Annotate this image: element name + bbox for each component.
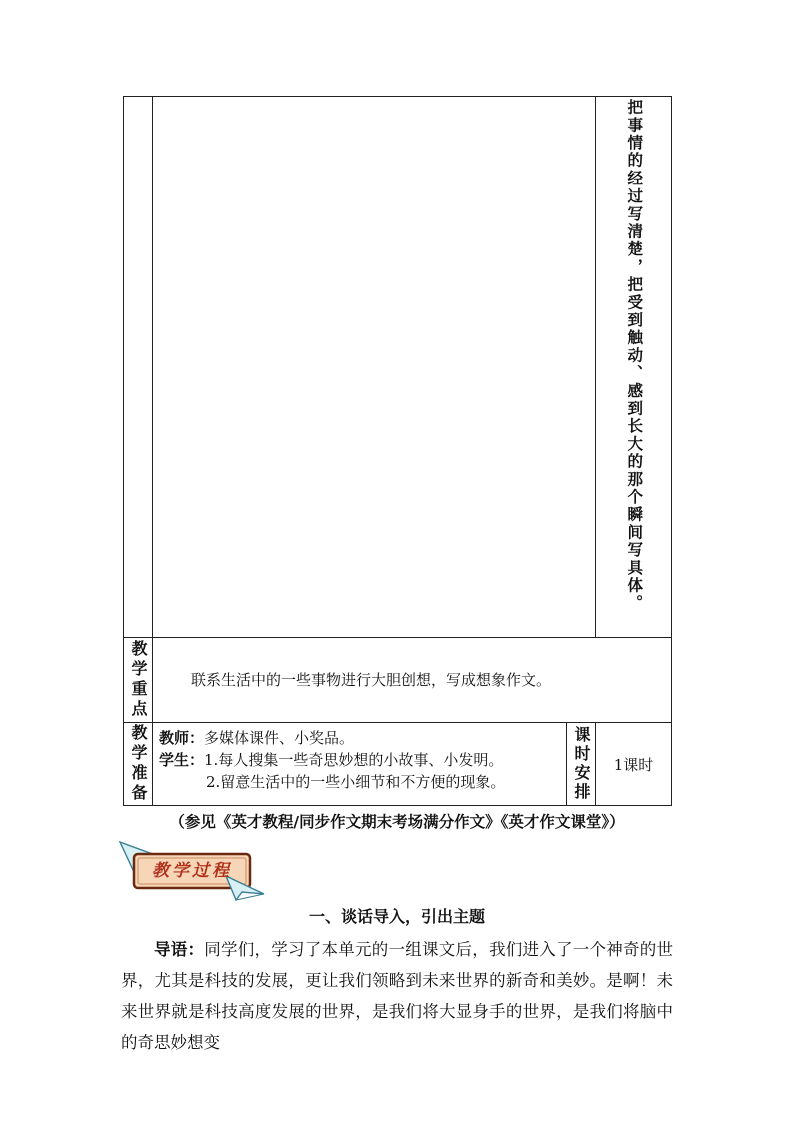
- schedule-label-cell: [567, 723, 596, 806]
- banner-text: 教学过程: [152, 861, 232, 881]
- preparation-row: [124, 723, 672, 806]
- schedule-label: 课时安排: [572, 726, 591, 802]
- preparation-label: 教学准备: [129, 724, 148, 804]
- intro-paragraph: [121, 934, 673, 1058]
- intro-text: 同学们，学习了本单元的一组课文后，我们进入了一个神奇的世界，尤其是科技的发展，更让我们领略到未来世界的新奇和美妙。是啊！未来世界就是科技高度发展的世界，是我们将大显身手的世界，是我们将脑中的奇思妙想变: [121, 940, 673, 1052]
- key-point-text-cell: [153, 638, 672, 723]
- key-point-text: 联系生活中的一些事物进行大胆创想，写成想象作文。: [191, 671, 552, 689]
- student-line: [159, 749, 560, 771]
- lesson-plan-table: [123, 96, 672, 806]
- reference-note: （参见《英才教程/同步作文期末考场满分作文》《英才作文课堂》）: [169, 813, 625, 831]
- key-point-label-cell: [124, 638, 153, 723]
- teacher-label: 教师：: [159, 729, 205, 747]
- goal-blank-cell: [153, 97, 596, 638]
- schedule-value: 1课时: [596, 723, 672, 806]
- teacher-line: [159, 727, 560, 749]
- goal-text: 把事情的经过写清楚，把受到触动、感到长大的那个瞬间写具体。: [625, 99, 644, 613]
- key-point-row: [124, 638, 672, 723]
- teaching-process-banner: [118, 836, 268, 902]
- goal-label-cell: [124, 97, 153, 638]
- teacher-text: 多媒体课件、小奖品。: [204, 729, 355, 747]
- intro-lead: 导语：: [154, 940, 205, 959]
- student-item-1: 1.每人搜集一些奇思妙想的小故事、小发明。: [204, 751, 504, 769]
- key-point-label: 教学重点: [129, 640, 148, 720]
- goal-text-cell: [596, 97, 672, 638]
- section-title: 一、谈话导入，引出主题: [308, 907, 485, 926]
- goal-row: [124, 97, 672, 638]
- student-item-2: 2.留意生活中的一些小细节和不方便的现象。: [206, 773, 506, 791]
- preparation-content: [153, 723, 567, 806]
- student-label: 学生：: [159, 751, 205, 769]
- preparation-label-cell: [124, 723, 153, 806]
